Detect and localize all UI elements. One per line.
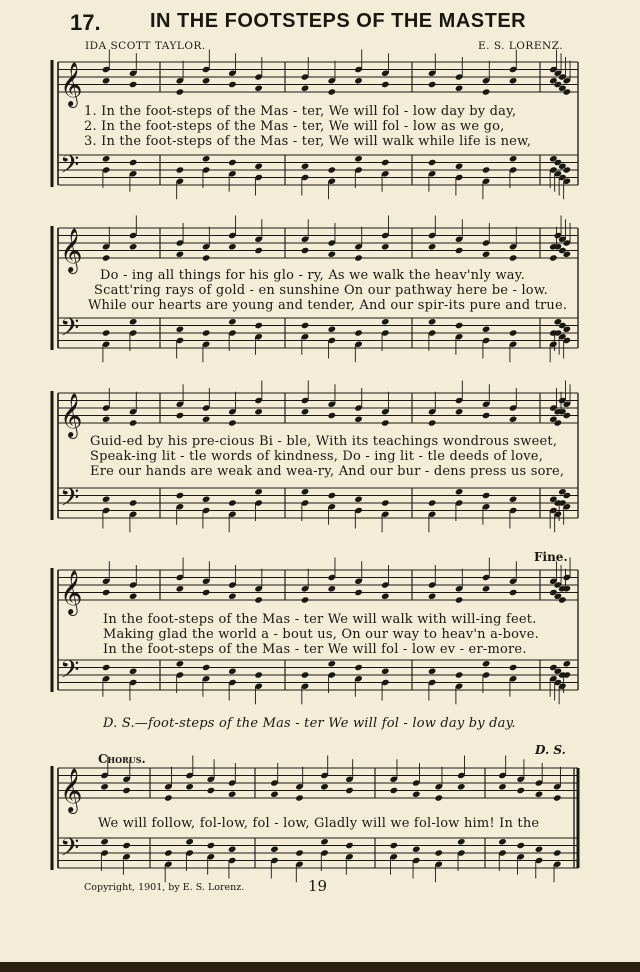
notehead: [455, 247, 464, 254]
clef-icon: 𝄞: [60, 62, 83, 106]
notehead: [389, 787, 398, 794]
notehead: [102, 77, 111, 84]
notehead: [328, 412, 337, 419]
notehead: [102, 496, 111, 503]
notehead: [328, 88, 337, 95]
notehead: [354, 589, 363, 596]
notehead: [176, 88, 185, 95]
composer-credit: E. S. LORENZ.: [478, 40, 564, 52]
notehead: [509, 254, 518, 261]
notehead: [381, 668, 390, 675]
lyricist-credit: IDA SCOTT TAYLOR.: [85, 40, 206, 52]
notehead: [301, 163, 310, 170]
notehead: [345, 842, 354, 849]
notehead: [455, 408, 464, 415]
notehead: [498, 838, 507, 845]
notehead: [482, 88, 491, 95]
notehead: [549, 254, 558, 261]
verse-line: Ere our hands are weak and wea-ry, And our bur - dens press us sore,: [90, 464, 565, 479]
fine-mark: Fine.: [534, 550, 568, 564]
notehead: [328, 585, 337, 592]
notehead: [535, 846, 544, 853]
notehead: [455, 596, 464, 603]
notehead: [509, 664, 518, 671]
notehead: [228, 159, 237, 166]
notehead: [328, 660, 337, 667]
notehead: [301, 322, 310, 329]
notehead: [301, 85, 310, 92]
notehead: [301, 596, 310, 603]
verse-line: Speak-ing lit - tle words of kindness, Do - ing lit - tle deeds of love,: [90, 449, 544, 464]
notehead: [122, 787, 131, 794]
verse-line: Guid-ed by his pre-cious Bi - ble, With its teachings wondrous sweet,: [90, 434, 558, 449]
notehead: [129, 593, 138, 600]
notehead: [202, 254, 211, 261]
notehead: [228, 791, 237, 798]
notehead: [381, 318, 390, 325]
notehead: [176, 166, 185, 173]
notehead: [100, 838, 109, 845]
notehead: [354, 416, 363, 423]
notehead: [129, 243, 138, 250]
notehead: [301, 671, 310, 678]
notehead: [354, 155, 363, 162]
notehead: [434, 849, 443, 856]
notehead: [482, 251, 491, 258]
notehead: [254, 408, 263, 415]
notehead: [320, 783, 329, 790]
clef-icon: 𝄢: [60, 483, 80, 519]
notehead: [482, 326, 491, 333]
clef-icon: 𝄢: [60, 655, 80, 691]
notehead: [254, 85, 263, 92]
notehead: [428, 159, 437, 166]
clef-icon: 𝄞: [60, 228, 83, 272]
notehead: [412, 791, 421, 798]
notehead: [455, 85, 464, 92]
notehead: [176, 326, 185, 333]
notehead: [207, 787, 216, 794]
verse-line: Do - ing all things for his glo - ry, As we walk the heav'nly way.: [100, 268, 525, 283]
notehead: [509, 416, 518, 423]
notehead: [455, 671, 464, 678]
copyright: Copyright, 1901, by E. S. Lorenz.: [84, 882, 245, 893]
notehead: [498, 783, 507, 790]
notehead: [389, 842, 398, 849]
notehead: [202, 77, 211, 84]
notehead: [270, 791, 279, 798]
notehead: [535, 791, 544, 798]
notehead: [516, 842, 525, 849]
notehead: [553, 794, 562, 801]
verse-line: Making glad the world a - bout us, On our way to heav'n a-bove.: [103, 627, 539, 642]
notehead: [509, 589, 518, 596]
notehead: [381, 419, 390, 426]
verse-line: In the foot-steps of the Mas - ter We will walk with will-ing feet.: [103, 612, 537, 627]
notehead: [176, 251, 185, 258]
notehead: [228, 81, 237, 88]
chorus-line: We will follow, fol-low, fol - low, Gladly will we fol-low him! In the: [98, 816, 540, 831]
notehead: [176, 660, 185, 667]
notehead: [270, 846, 279, 853]
notehead: [328, 251, 337, 258]
notehead: [509, 496, 518, 503]
notehead: [164, 794, 173, 801]
clef-icon: 𝄢: [60, 150, 80, 186]
page-edge: [0, 962, 640, 972]
notehead: [228, 419, 237, 426]
notehead: [254, 247, 263, 254]
verse-line: Scatt'ring rays of gold - en sunshine On our pathway here be - low.: [94, 283, 548, 298]
notehead: [129, 499, 138, 506]
notehead: [345, 787, 354, 794]
notehead: [164, 849, 173, 856]
notehead: [457, 783, 466, 790]
notehead: [228, 499, 237, 506]
notehead: [482, 660, 491, 667]
notehead: [301, 408, 310, 415]
notehead: [354, 254, 363, 261]
notehead: [428, 419, 437, 426]
notehead: [509, 77, 518, 84]
notehead: [185, 838, 194, 845]
notehead: [455, 163, 464, 170]
notehead: [354, 664, 363, 671]
hymn-number: 17.: [70, 10, 101, 35]
notehead: [509, 329, 518, 336]
notehead: [428, 593, 437, 600]
notehead: [563, 660, 572, 667]
clef-icon: 𝄞: [60, 768, 83, 812]
notehead: [482, 166, 491, 173]
notehead: [381, 243, 390, 250]
notehead: [202, 496, 211, 503]
notehead: [202, 155, 211, 162]
notehead: [202, 664, 211, 671]
hymn-title: IN THE FOOTSTEPS OF THE MASTER: [150, 10, 527, 32]
notehead: [516, 787, 525, 794]
notehead: [381, 499, 390, 506]
notehead: [122, 842, 131, 849]
notehead: [129, 159, 138, 166]
verse-line: 2. In the foot-steps of the Mas - ter, We will fol - low as we go,: [84, 119, 505, 134]
notehead: [434, 794, 443, 801]
clef-icon: 𝄞: [60, 570, 83, 614]
chorus-label: Chorus.: [98, 752, 146, 766]
notehead: [428, 668, 437, 675]
notehead: [254, 671, 263, 678]
notehead: [254, 596, 263, 603]
notehead: [455, 488, 464, 495]
notehead: [428, 318, 437, 325]
verse-line: 3. In the foot-steps of the Mas - ter, We will walk while life is new,: [84, 134, 532, 149]
notehead: [428, 499, 437, 506]
notehead: [228, 318, 237, 325]
notehead: [482, 585, 491, 592]
notehead: [228, 243, 237, 250]
notehead: [100, 783, 109, 790]
notehead: [129, 668, 138, 675]
notehead: [455, 322, 464, 329]
notehead: [202, 416, 211, 423]
verse-line: While our hearts are young and tender, And our spir-its pure and true.: [88, 298, 568, 313]
notehead: [129, 81, 138, 88]
notehead: [228, 846, 237, 853]
notehead: [301, 488, 310, 495]
notehead: [102, 416, 111, 423]
notehead: [320, 838, 329, 845]
page-number: 19: [308, 877, 328, 895]
notehead: [176, 585, 185, 592]
notehead: [202, 589, 211, 596]
notehead: [228, 593, 237, 600]
notehead: [328, 166, 337, 173]
notehead: [354, 77, 363, 84]
notehead: [185, 783, 194, 790]
notehead: [301, 247, 310, 254]
notehead: [295, 849, 304, 856]
notehead: [457, 838, 466, 845]
clef-icon: 𝄞: [60, 393, 83, 437]
notehead: [102, 155, 111, 162]
notehead: [176, 412, 185, 419]
notehead: [482, 412, 491, 419]
notehead: [295, 794, 304, 801]
notehead: [381, 159, 390, 166]
dal-segno-line: D. S.—foot-steps of the Mas - ter We will fol - low day by day.: [103, 716, 516, 731]
notehead: [482, 492, 491, 499]
notehead: [102, 664, 111, 671]
notehead: [129, 318, 138, 325]
notehead: [412, 846, 421, 853]
notehead: [176, 492, 185, 499]
notehead: [102, 589, 111, 596]
notehead: [102, 254, 111, 261]
notehead: [328, 326, 337, 333]
notehead: [428, 81, 437, 88]
notehead: [228, 668, 237, 675]
ds-mark: D. S.: [535, 743, 566, 757]
notehead: [553, 849, 562, 856]
notehead: [254, 163, 263, 170]
clef-icon: 𝄢: [60, 313, 80, 349]
notehead: [254, 488, 263, 495]
notehead: [354, 496, 363, 503]
notehead: [102, 329, 111, 336]
notehead: [129, 419, 138, 426]
notehead: [428, 243, 437, 250]
verse-line: In the foot-steps of the Mas - ter We will fol - low ev - er-more.: [103, 642, 527, 657]
notehead: [254, 322, 263, 329]
notehead: [202, 329, 211, 336]
notehead: [509, 155, 518, 162]
notehead: [328, 492, 337, 499]
clef-icon: 𝄢: [60, 833, 80, 869]
notehead: [381, 81, 390, 88]
verse-line: 1. In the foot-steps of the Mas - ter, We will fol - low day by day,: [84, 104, 517, 119]
notehead: [354, 329, 363, 336]
notehead: [381, 593, 390, 600]
notehead: [207, 842, 216, 849]
